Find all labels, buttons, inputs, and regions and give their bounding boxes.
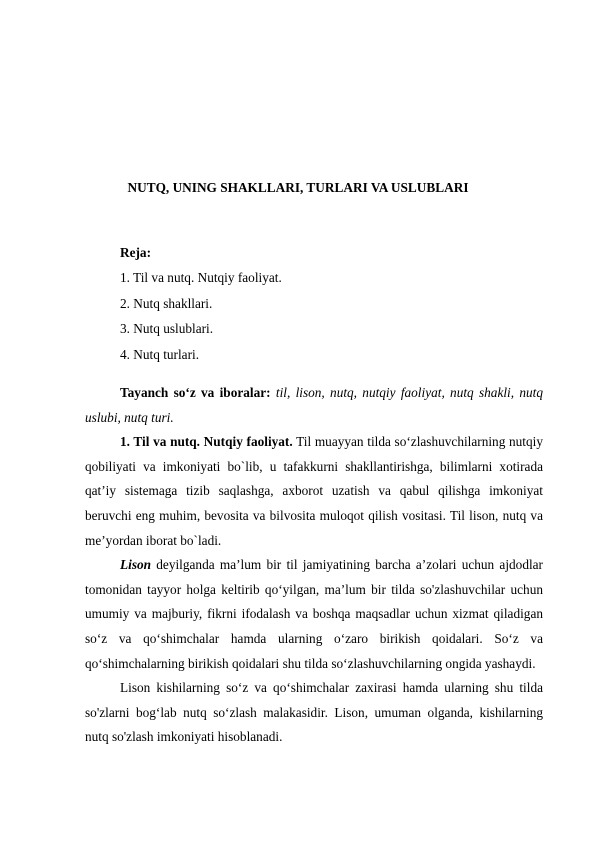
document-title: NUTQ, UNING SHAKLLARI, TURLARI VA USLUBLARI xyxy=(127,180,469,195)
plan-item: 3. Nutq uslublari. xyxy=(120,321,214,337)
lison-term: Lison xyxy=(120,557,152,573)
keywords-text: til, lison, nutq, nutqiy faoliyat, nutq shakli, nutq uslubi, nutq turi. xyxy=(85,385,544,425)
lison-text: deyilganda ma’lum bir til jamiyatining barcha a’zolari uchun ajdodlar tomonidan tayyor holga keltirib qo‘yilgan, ma’lum bir tilda so'zlashuvchilar uchun umumiy va majburiy, fikrni ifodalash va boshqa maqsadlar uchun xizmat qiladigan so‘z va qo‘shimchalar hamda ularning o‘zaro birikish qoidalari. So‘z va qo‘shimchalarning birikish qoidalari shu tilda so‘zlashuvchilarning ongida yashaydi. xyxy=(85,557,543,671)
plan-item: 4. Nutq turlari. xyxy=(120,346,200,362)
plan-item: 1. Til va nutq. Nutqiy faoliyat. xyxy=(120,270,282,286)
section-1-paragraph xyxy=(85,430,543,553)
last-paragraph: Lison kishilarning so‘z va qo‘shimchalar zaxirasi hamda ularning shu tilda so'zlarni bog‘lab nutq so‘zlash malakasidir. Lison, umuman olganda, kishilarning nutq so'zlash imkoniyati hisoblanadi. xyxy=(85,680,543,745)
plan-heading: Reja: xyxy=(120,245,152,260)
section-1-text: Til muayyan tilda so‘zlashuvchilarning nutqiy qobiliyati va imkoniyati bo`lib, u tafakkurni shakllantirishga, bilimlarni xotirada qat’iy sistemaga tizib saqlashga, axborot uzatish va qabul qilishga imkoniyat beruvchi eng muhim, bevosita va bilvosita muloqot qilish vositasi. Til lison, nutq va me’yordan iborat bo`ladi. xyxy=(85,434,543,548)
section-1-heading: 1. Til va nutq. Nutqiy faoliyat. xyxy=(120,434,293,450)
keywords-label: Tayanch so‘z va iboralar: xyxy=(120,385,271,400)
plan-item: 2. Nutq shakllari. xyxy=(120,295,213,311)
document-body xyxy=(85,381,543,750)
keywords-paragraph xyxy=(85,381,543,430)
lison-paragraph xyxy=(85,553,543,676)
plan-section xyxy=(120,240,282,367)
